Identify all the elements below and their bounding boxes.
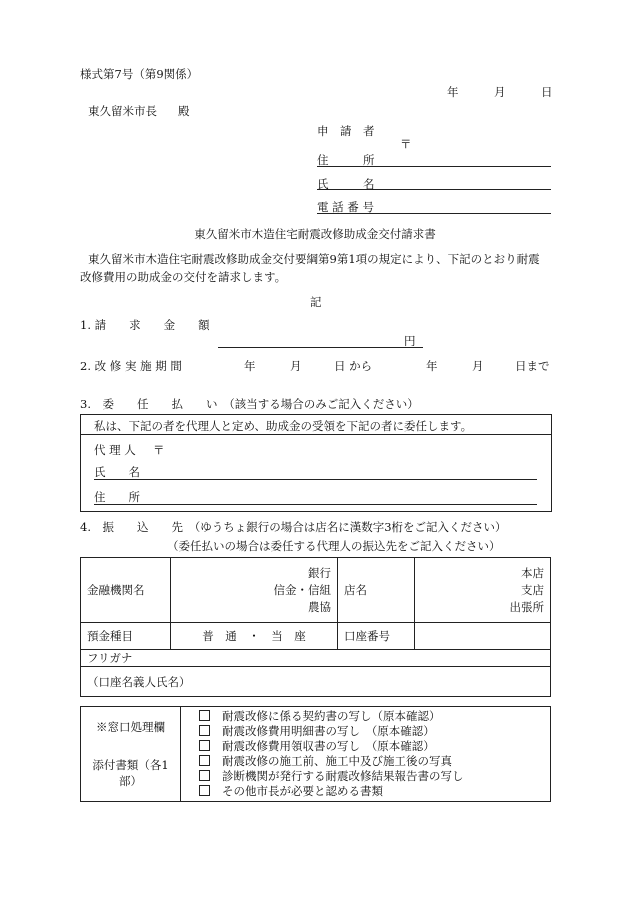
item2-month-2: 月 xyxy=(472,359,484,373)
checkbox[interactable] xyxy=(199,710,210,721)
date-year: 年 xyxy=(447,85,459,99)
applicant-address-label: 住 所 xyxy=(317,153,375,167)
applicant-phone-label: 電 話 番 号 xyxy=(317,200,374,214)
holder-name-field[interactable] xyxy=(81,667,551,697)
attachment-item[interactable]: 耐震改修費用明細書の写し （原本確認） xyxy=(199,724,544,739)
account-number-label: 口座番号 xyxy=(344,629,390,643)
item3-label: 3. 委 任 払 い （該当する場合のみご記入ください） xyxy=(80,397,419,411)
applicant-label: 申 請 者 xyxy=(317,124,375,138)
attachments-row xyxy=(81,707,551,802)
deposit-type-field[interactable] xyxy=(171,623,338,650)
agent-address-label: 住 所 xyxy=(94,490,140,504)
applicant-name-line xyxy=(317,189,551,190)
branch-label-cell xyxy=(338,558,415,623)
branch-type-main: 本店 xyxy=(521,565,544,580)
agent-name-label: 氏 名 xyxy=(94,465,140,479)
applicant-postal-mark: 〒 xyxy=(400,137,412,151)
body-line-1: 東久留米市木造住宅耐震改修助成金交付要綱第9第1項の規定により、下記のとおり耐震 xyxy=(88,252,540,266)
attachments-label-cell xyxy=(81,707,181,802)
bank-row xyxy=(81,558,551,623)
agent-name-line xyxy=(94,479,537,480)
deposit-label: 預金種目 xyxy=(87,629,133,643)
branch-field[interactable] xyxy=(415,558,551,623)
item2-day-until: 日まで xyxy=(515,359,550,373)
holder-name-label: （口座名義人氏名） xyxy=(87,674,191,689)
applicant-address-line xyxy=(317,166,551,167)
branch-label: 店名 xyxy=(344,583,367,597)
ki-marker: 記 xyxy=(310,295,322,309)
item4-label: 4. 振 込 先 （ゆうちょ銀行の場合は店名に漢数字3桁をご記入ください） xyxy=(80,520,507,534)
checkbox[interactable] xyxy=(199,740,210,751)
window-processing-label: ※窓口処理欄 xyxy=(96,720,165,734)
agent-postal-mark: 〒 xyxy=(153,443,165,457)
item1-amount-line xyxy=(218,347,423,348)
agent-address-line xyxy=(94,504,537,505)
attachments-list xyxy=(181,707,551,802)
item2-label: 2. 改 修 実 施 期 間 xyxy=(80,359,182,373)
applicant-phone-line xyxy=(317,213,551,214)
furigana-field[interactable] xyxy=(81,650,551,667)
bank-label-cell xyxy=(81,558,171,623)
account-label-cell xyxy=(338,623,415,650)
attachment-item[interactable]: 耐震改修費用領収書の写し （原本確認） xyxy=(199,739,544,754)
attachment-item[interactable]: その他市長が必要と認める書類 xyxy=(199,784,544,799)
addressee-honorific: 殿 xyxy=(178,104,190,118)
agent-label: 代 理 人 xyxy=(94,443,136,457)
account-number-field[interactable] xyxy=(415,623,551,650)
furigana-label: フリガナ xyxy=(87,651,133,665)
delegation-divider xyxy=(81,434,551,435)
date-day: 日 xyxy=(541,85,553,99)
deposit-row xyxy=(81,623,551,650)
applicant-name-label: 氏 名 xyxy=(317,177,375,191)
item2-year-2: 年 xyxy=(426,359,438,373)
body-line-2: 改修費用の助成金の交付を請求します。 xyxy=(80,270,287,284)
bank-label: 金融機関名 xyxy=(87,583,145,597)
checkbox[interactable] xyxy=(199,770,210,781)
checkbox[interactable] xyxy=(199,725,210,736)
attachment-item[interactable]: 耐震改修に係る契約書の写し（原本確認） xyxy=(199,709,544,724)
branch-type-branch: 支店 xyxy=(521,582,544,597)
item4-note: （委任払いの場合は委任する代理人の振込先をご記入ください） xyxy=(167,539,501,553)
addressee-name: 東久留米市長 xyxy=(88,104,157,118)
deposit-label-cell xyxy=(81,623,171,650)
bank-type-nokyo: 農協 xyxy=(308,599,331,614)
holder-row xyxy=(81,667,551,697)
form-number: 様式第7号（第9関係） xyxy=(80,67,199,81)
checkbox[interactable] xyxy=(199,785,210,796)
furigana-row xyxy=(81,650,551,667)
item2-month: 月 xyxy=(290,359,302,373)
date-month: 月 xyxy=(494,85,506,99)
deposit-options: 普 通 ・ 当 座 xyxy=(202,629,306,643)
bank-type-shinkin: 信金・信組 xyxy=(273,582,331,597)
document-title: 東久留米市木造住宅耐震改修助成金交付請求書 xyxy=(194,227,436,241)
item2-day-from: 日 から xyxy=(334,359,373,373)
item1-unit: 円 xyxy=(404,334,416,348)
item1-label: 1. 請 求 金 額 xyxy=(80,318,210,332)
branch-type-office: 出張所 xyxy=(509,599,544,614)
bank-type-bank: 銀行 xyxy=(308,565,331,580)
attached-docs-label: 添付書類（各1部） xyxy=(92,758,169,788)
item2-year: 年 xyxy=(244,359,256,373)
bank-table xyxy=(80,557,551,697)
attachment-item[interactable]: 耐震改修の施工前、施工中及び施工後の写真 xyxy=(199,754,544,769)
attachment-item[interactable]: 診断機関が発行する耐震改修結果報告書の写し xyxy=(199,769,544,784)
attachments-table xyxy=(80,706,551,802)
bank-field[interactable] xyxy=(171,558,338,623)
delegation-statement: 私は、下記の者を代理人と定め、助成金の受領を下記の者に委任します。 xyxy=(94,419,473,433)
checkbox[interactable] xyxy=(199,755,210,766)
